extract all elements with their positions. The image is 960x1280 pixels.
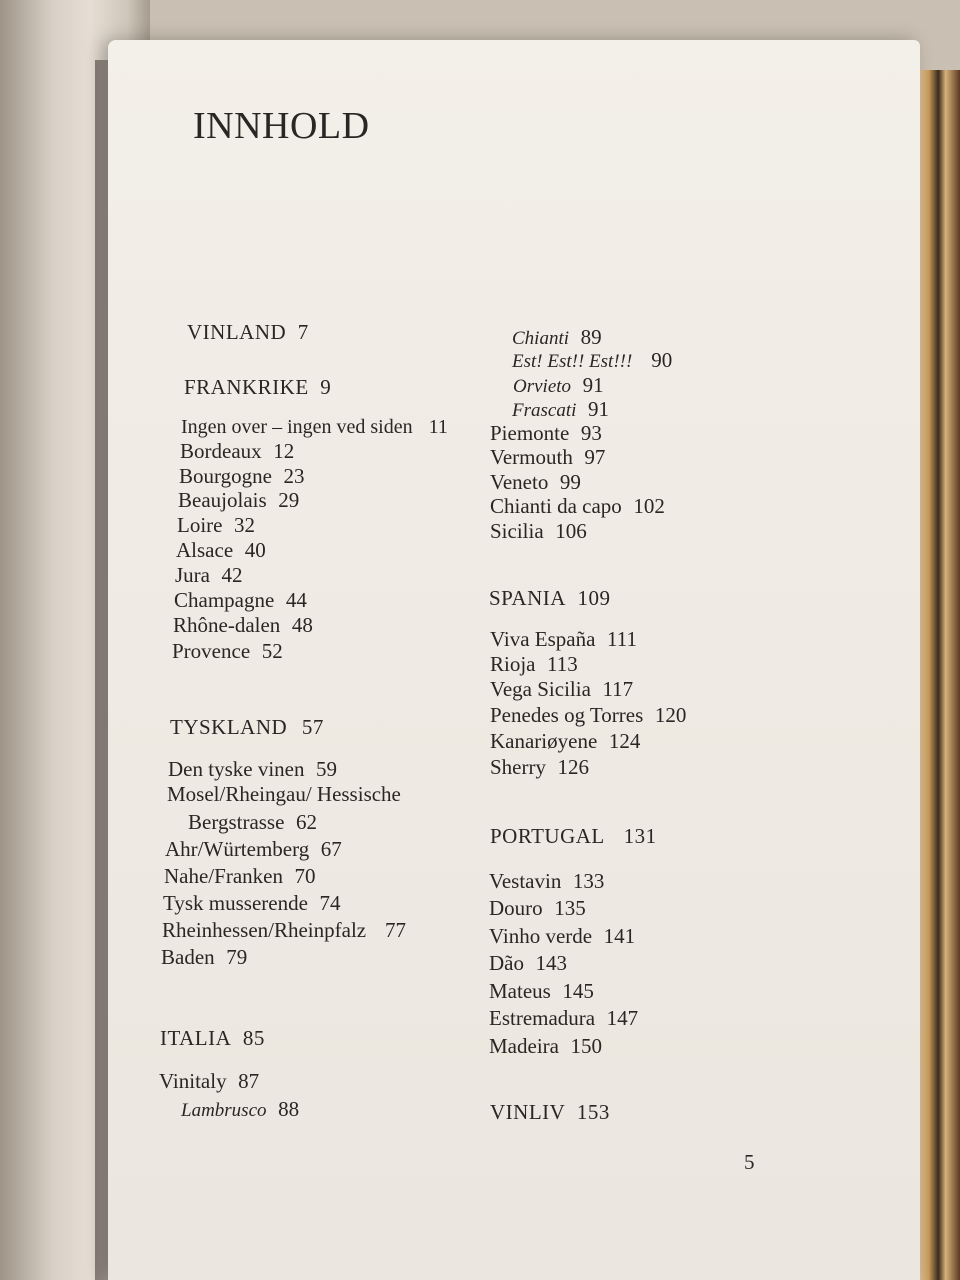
toc-entry-label: Bergstrasse — [188, 810, 285, 834]
toc-entry-page: 135 — [554, 896, 586, 920]
toc-entry — [490, 731, 640, 752]
toc-entry — [489, 1036, 602, 1057]
toc-entry-page: 88 — [278, 1097, 300, 1121]
toc-entry — [180, 441, 294, 462]
toc-entry — [162, 920, 406, 941]
toc-entry-page: 7 — [297, 320, 309, 344]
toc-entry-page: 109 — [577, 586, 611, 610]
toc-entry-page: 29 — [278, 488, 300, 512]
toc-entry-label: VINLIV — [490, 1100, 566, 1124]
toc-entry-label: Vestavin — [489, 869, 562, 893]
toc-entry-label: Est! Est!! Est!!! — [512, 351, 633, 372]
toc-entry — [490, 423, 602, 444]
toc-entry-page: 87 — [238, 1069, 260, 1093]
toc-entry-label: Beaujolais — [178, 488, 267, 512]
toc-entry — [490, 654, 578, 675]
toc-entry-page: 97 — [584, 445, 606, 469]
toc-entry-page: 91 — [582, 373, 604, 397]
toc-entry — [163, 893, 340, 914]
page-title: INNHOLD — [193, 105, 370, 147]
toc-entry-page: 74 — [319, 891, 341, 915]
toc-entry-label: Bourgogne — [179, 464, 272, 488]
toc-entry — [490, 521, 587, 542]
toc-entry-label: Vermouth — [490, 445, 573, 469]
toc-entry-page: 120 — [654, 703, 687, 727]
toc-entry — [490, 629, 637, 650]
toc-entry-page: 93 — [580, 421, 602, 445]
toc-entry-page: 113 — [547, 652, 578, 676]
toc-entry-label: Douro — [489, 896, 543, 920]
toc-entry-page: 91 — [587, 397, 609, 421]
toc-entry-page: 48 — [291, 613, 313, 637]
toc-entry-label: PORTUGAL — [490, 824, 605, 848]
toc-entry-page: 12 — [273, 439, 295, 463]
toc-entry-label: Rioja — [490, 652, 536, 676]
toc-entry-label: Lambrusco — [181, 1100, 267, 1121]
toc-entry-label: Champagne — [174, 588, 275, 612]
toc-entry — [490, 447, 605, 468]
toc-entry — [161, 947, 247, 968]
toc-entry-page: 44 — [285, 588, 307, 612]
toc-entry-page: 147 — [606, 1006, 639, 1030]
toc-entry-page: 23 — [283, 464, 305, 488]
toc-entry — [489, 926, 635, 947]
toc-entry-label: Rheinhessen/Rheinpfalz — [162, 918, 367, 942]
toc-entry-label: Sherry — [490, 755, 546, 779]
toc-entry-page: 111 — [607, 627, 637, 651]
toc-entry — [489, 871, 604, 892]
toc-entry-label: Loire — [177, 513, 223, 537]
toc-entry — [490, 757, 589, 778]
toc-entry-page: 57 — [301, 715, 324, 739]
toc-entry-page: 99 — [559, 470, 581, 494]
toc-entry — [168, 759, 337, 780]
toc-entry-label: Alsace — [176, 538, 234, 562]
toc-entry-label: Baden — [161, 945, 215, 969]
toc-entry-page: 52 — [261, 639, 283, 663]
toc-entry — [176, 540, 266, 561]
toc-entry — [178, 490, 299, 511]
toc-entry — [490, 826, 657, 847]
toc-entry — [490, 705, 686, 726]
toc-entry — [167, 784, 401, 805]
toc-entry-page: 145 — [562, 979, 594, 1003]
toc-entry-page: 117 — [602, 677, 634, 701]
toc-entry-page: 11 — [428, 416, 448, 438]
toc-entry — [489, 1008, 638, 1029]
toc-entry-label: TYSKLAND — [170, 715, 288, 739]
toc-entry-label: Madeira — [489, 1034, 559, 1058]
toc-entry-label: VINLAND — [187, 320, 287, 344]
toc-entry — [489, 953, 567, 974]
toc-entry-page: 59 — [316, 757, 338, 781]
toc-entry — [170, 717, 324, 738]
toc-entry-page: 133 — [572, 869, 605, 893]
toc-entry-label: Vinitaly — [159, 1069, 227, 1093]
toc-entry — [179, 466, 305, 487]
toc-entry-page: 77 — [385, 918, 407, 942]
toc-entry-page: 85 — [242, 1026, 265, 1050]
toc-entry — [181, 1099, 299, 1120]
toc-entry-label: Penedes og Torres — [490, 703, 644, 727]
toc-entry-label: Orvieto — [513, 376, 572, 397]
toc-entry — [512, 350, 672, 371]
toc-entry — [187, 322, 309, 343]
toc-entry-label: Vinho verde — [489, 924, 593, 948]
toc-entry — [188, 812, 317, 833]
toc-entry — [512, 327, 602, 348]
toc-entry-label: Chianti da capo — [490, 494, 622, 518]
toc-entry-label: Kanariøyene — [490, 729, 598, 753]
toc-entry — [489, 898, 586, 919]
toc-entry-label: Ingen over – ingen ved siden — [181, 416, 413, 438]
toc-entry — [513, 375, 604, 396]
toc-entry-page: 143 — [535, 951, 568, 975]
toc-entry-page: 70 — [294, 864, 316, 888]
toc-entry-page: 79 — [226, 945, 248, 969]
toc-entry-label: SPANIA — [489, 586, 566, 610]
toc-entry-label: Vega Sicilia — [490, 677, 591, 701]
toc-entry-page: 42 — [221, 563, 243, 587]
toc-entry-label: Dão — [489, 951, 524, 975]
toc-entry — [512, 399, 609, 420]
toc-entry-page: 126 — [557, 755, 590, 779]
toc-entry-page: 32 — [234, 513, 256, 537]
toc-entry-label: Veneto — [490, 470, 549, 494]
toc-entry-label: ITALIA — [160, 1026, 232, 1050]
toc-entry-page: 102 — [633, 494, 665, 518]
toc-entry-page: 40 — [244, 538, 266, 562]
toc-entry-label: Rhône-dalen — [173, 613, 281, 637]
toc-entry — [490, 472, 581, 493]
toc-entry-page: 124 — [608, 729, 641, 753]
toc-entry-label: Sicilia — [490, 519, 544, 543]
toc-entry-page: 150 — [570, 1034, 603, 1058]
toc-entry-label: Estremadura — [489, 1006, 596, 1030]
toc-entry-label: Mosel/Rheingau/ Hessische — [167, 782, 401, 806]
toc-entry — [164, 866, 316, 887]
toc-entry-label: Bordeaux — [180, 439, 262, 463]
toc-entry-page: 89 — [580, 325, 602, 349]
toc-entry-page: 131 — [623, 824, 657, 848]
toc-entry — [173, 615, 313, 636]
toc-entry-label: Tysk musserende — [163, 891, 308, 915]
toc-entry-label: Mateus — [489, 979, 551, 1003]
toc-entry-label: Frascati — [512, 400, 577, 421]
toc-entry — [177, 515, 255, 536]
toc-entry — [181, 417, 448, 437]
page-number: 5 — [744, 1150, 755, 1174]
toc-entry — [490, 496, 665, 517]
toc-entry-label: Jura — [175, 563, 210, 587]
toc-entry — [165, 839, 342, 860]
toc-entry-label: Nahe/Franken — [164, 864, 283, 888]
toc-entry-label: Chianti — [512, 328, 570, 349]
toc-entry-page: 90 — [651, 348, 673, 372]
toc-entry-label: Ahr/Würtemberg — [165, 837, 310, 861]
toc-entry-page: 106 — [555, 519, 587, 543]
toc-entry-page: 141 — [603, 924, 636, 948]
toc-entry — [489, 981, 594, 1002]
toc-entry — [159, 1071, 259, 1092]
toc-entry-label: Viva España — [490, 627, 596, 651]
toc-entry — [490, 1102, 610, 1123]
toc-entry — [184, 377, 331, 398]
toc-entry-page: 9 — [320, 375, 332, 399]
toc-entry — [175, 565, 243, 586]
toc-entry — [172, 641, 283, 662]
toc-entry — [490, 679, 633, 700]
toc-entry-page: 153 — [576, 1100, 610, 1124]
toc-entry-label: Den tyske vinen — [168, 757, 305, 781]
toc-entry-page: 62 — [295, 810, 317, 834]
toc-entry — [489, 588, 610, 609]
toc-entry-label: FRANKRIKE — [184, 375, 309, 399]
toc-entry-page: 67 — [320, 837, 342, 861]
toc-entry-label: Provence — [172, 639, 251, 663]
toc-entry — [160, 1028, 265, 1049]
toc-entry — [174, 590, 307, 611]
toc-entry-label: Piemonte — [490, 421, 570, 445]
